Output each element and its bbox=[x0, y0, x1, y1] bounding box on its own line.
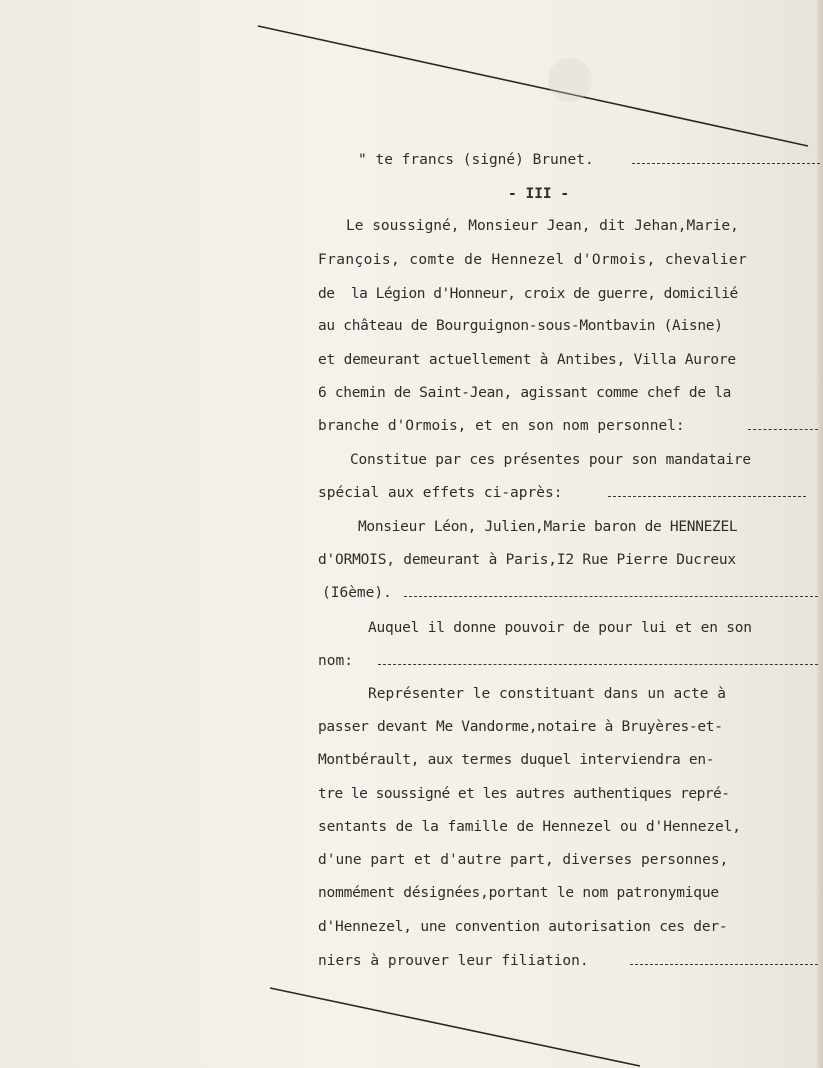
text-line-4: François, comte de Hennezel d'Ormois, chevalier bbox=[318, 252, 748, 268]
dash-filler-6 bbox=[630, 964, 818, 965]
text-line-15: Auquel il donne pouvoir de pour lui et en son bbox=[368, 620, 752, 636]
dash-filler-4 bbox=[404, 596, 818, 597]
text-line-11: spécial aux effets ci-après: bbox=[318, 485, 563, 501]
text-line-24: d'Hennezel, une convention autorisation ces der- bbox=[318, 919, 728, 935]
text-line-17: Représenter le constituant dans un acte à bbox=[368, 686, 726, 702]
text-line-21: sentants de la famille de Hennezel ou d'Hennezel, bbox=[318, 819, 741, 835]
dash-filler-5 bbox=[378, 664, 818, 665]
text-line-9: branche d'Ormois, et en son nom personnel: bbox=[318, 418, 685, 434]
text-line-18: passer devant Me Vandorme,notaire à Bruyères-et- bbox=[318, 719, 723, 735]
dash-filler-1 bbox=[632, 163, 820, 164]
text-line-25: niers à prouver leur filiation. bbox=[318, 953, 589, 969]
text-line-8: 6 chemin de Saint-Jean, agissant comme chef de la bbox=[318, 385, 732, 401]
text-line-6: au château de Bourguignon-sous-Montbavin (Aisne) bbox=[318, 318, 723, 334]
section-heading: - III - bbox=[508, 186, 570, 202]
text-line-19: Montbérault, aux termes duquel interviendra en- bbox=[318, 752, 715, 768]
text-line-1: " te francs (signé) Brunet. bbox=[358, 152, 594, 168]
text-line-5: de la Légion d'Honneur, croix de guerre, domicilié bbox=[318, 286, 738, 302]
text-line-23: nommément désignées,portant le nom patronymique bbox=[318, 885, 719, 901]
text-line-3: Le soussigné, Monsieur Jean, dit Jehan,Marie, bbox=[346, 218, 739, 234]
dash-filler-2 bbox=[748, 429, 818, 430]
text-line-7: et demeurant actuellement à Antibes, Villa Aurore bbox=[318, 352, 736, 368]
text-line-12: Monsieur Léon, Julien,Marie baron de HENNEZEL bbox=[358, 519, 738, 535]
text-line-16: nom: bbox=[318, 653, 353, 669]
dash-filler-3 bbox=[608, 496, 806, 497]
text-line-20: tre le soussigné et les autres authentiques repré- bbox=[318, 786, 730, 802]
text-line-13: d'ORMOIS, demeurant à Paris,I2 Rue Pierre Ducreux bbox=[318, 552, 736, 568]
text-line-10: Constitue par ces présentes pour son mandataire bbox=[350, 452, 751, 468]
text-line-22: d'une part et d'autre part, diverses personnes, bbox=[318, 852, 729, 868]
text-line-14: (I6ème). bbox=[322, 585, 392, 601]
